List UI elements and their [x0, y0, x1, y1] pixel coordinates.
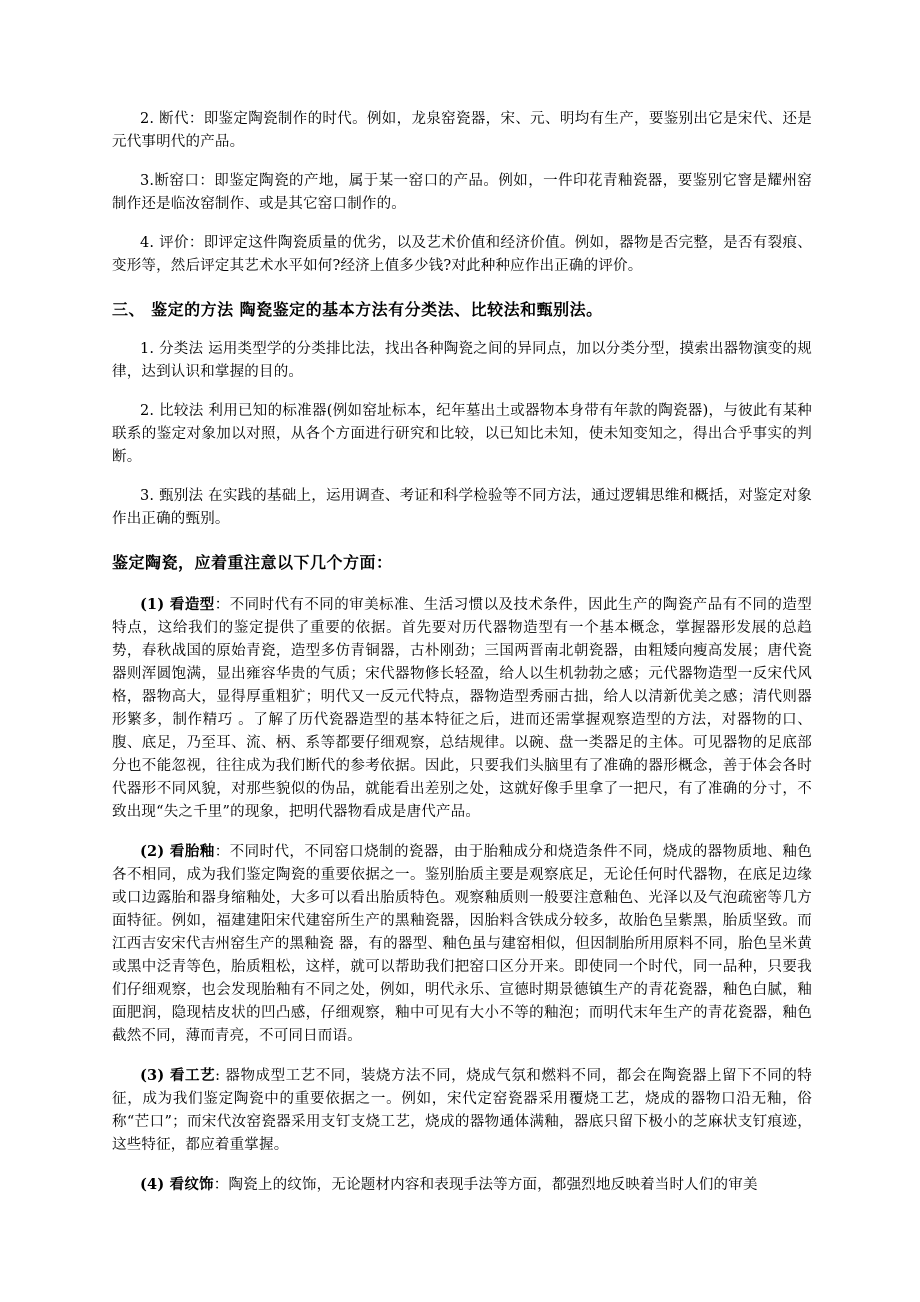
aspect-text: ：不同时代，不同窑口烧制的瓷器，由于胎釉成分和烧造条件不同，烧成的器物质地、釉色各不相同，成为我们鉴定陶瓷的重要依据之一。鉴别胎质主要是观察底足，无论任何时代器物，在底足边缘或口边露胎和器身缩釉处，大多可以看出胎质特色。观察釉质则一般要注意釉色、光泽以及气泡疏密等几方面特征。例如，福建建阳宋代建窑所生产的黑釉瓷器，因胎料含铁成分较多，故胎色呈紫黑，胎质坚致。而江西吉安宋代吉州窑生产的黑釉瓷 器，有的器型、釉色虽与建窑相似，但因制胎所用原料不同，胎色呈米黄或黑中泛青等色，胎质粗松，这样，就可以帮助我们把窑口区分开来。即使同一个时代，同一品种，只要我们仔细观察，也会发现胎釉有不同之处，例如，明代永乐、宣德时期景德镇生产的青花瓷器，釉色白腻，釉面肥润，隐现桔皮状的凹凸感，仔细观察，釉中可见有大小不等的釉泡；而明代末年生产的青花瓷器，釉色截然不同，薄而青亮，不可同日而语。 [112, 844, 812, 1044]
aspect-label: (2) 看胎釉 [140, 843, 215, 860]
paragraph-dating: 2. 断代：即鉴定陶瓷制作的时代。例如，龙泉窑瓷器，宋、元、明均有生产，要鉴别出它是宋代、还是元代事明代的产品。 [112, 111, 812, 150]
aspect-text: ：陶瓷上的纹饰，无论题材内容和表现手法等方面，都强烈地反映着当时人们的审美 [213, 1177, 758, 1193]
paragraph-classification-method: 1. 分类法 运用类型学的分类排比法，找出各种陶瓷之间的异同点，加以分类分型，摸索出器物演变的规律，达到认识和掌握的目的。 [112, 341, 812, 380]
paragraph-shape [112, 593, 812, 824]
aspect-text: : 器物成型工艺不同，装烧方法不同，烧成气氛和燃料不同，都会在陶瓷器上留下不同的特征，成为我们鉴定陶瓷中的重要依据之一。例如，宋代定窑瓷器采用覆烧工艺，烧成的器物口沿无釉，俗称“芒口”；而宋代汝窑瓷器采用支钉支烧工艺，烧成的器物通体满釉，器底只留下极小的芝麻状支钉痕迹，这些特征，都应着重掌握。 [112, 1068, 812, 1153]
aspect-label: (4) 看纹饰 [140, 1176, 214, 1193]
attention-heading: 鉴定陶瓷，应着重注意以下几个方面： [112, 553, 393, 572]
aspect-text: ：不同时代有不同的审美标准、生活习惯以及技术条件，因此生产的陶瓷产品有不同的造型特点，这给我们的鉴定提供了重要的依据。首先要对历代器物造型有一个基本概念，掌握器形发展的总趋势，春秋战国的原始青瓷，造型多仿青铜器，古朴刚劲；三国两晋南北朝瓷器，由粗矮向瘦高发展；唐代瓷器则浑圆饱满，显出雍容华贵的气质；宋代器物修长轻盈，给人以生机勃勃之感；元代器物造型一反宋代风格，器物高大，显得厚重粗犷；明代又一反元代特点，器物造型秀丽古拙，给人以清新优美之感；清代则器形繁多，制作精巧 。了解了历代瓷器造型的基本特征之后，进而还需掌握观察造型的方法，对器物的口、腹、底足，乃至耳、流、柄、系等都要仔细观察，总结规律。以碗、盘一类器足的主体。可见器物的足底部分也不能忽视，往往成为我们断代的参考依据。因此，只要我们头脑里有了准确的器形概念，善于体会各时代器形不同风貌，对那些貌似的伪品，就能看出差别之处，这就好像手里拿了一把尺，有了准确的分寸，不致出现“失之千里”的现象，把明代器物看成是唐代产品。 [112, 597, 812, 820]
paragraph-decoration [112, 1173, 812, 1197]
document-page [112, 108, 812, 1197]
aspect-label: (1) 看造型 [140, 596, 215, 613]
paragraph-craft [112, 1064, 812, 1157]
paragraph-body-glaze [112, 840, 812, 1048]
paragraph-discrimination-method: 3. 甄别法 在实践的基础上，运用调查、考证和科学检验等不同方法，通过逻辑思维和概括，对鉴定对象作出正确的甄别。 [112, 488, 812, 527]
paragraph-kiln: 3.断窑口：即鉴定陶瓷的产地，属于某一窑口的产品。例如，一件印花青釉瓷器，要鉴别它窨是耀州窑制作还是临汝窑制作、或是其它窑口制作的。 [112, 173, 812, 212]
section-heading-methods: 三、 鉴定的方法 陶瓷鉴定的基本方法有分类法、比较法和甄别法。 [112, 300, 603, 319]
aspect-label: (3) 看工艺 [140, 1067, 216, 1084]
paragraph-evaluation: 4. 评价：即评定这件陶瓷质量的优劣，以及艺术价值和经济价值。例如，器物是否完整，是否有裂痕、变形等，然后评定其艺术水平如何?经济上值多少钱?对此种种应作出正确的评价。 [112, 235, 812, 274]
paragraph-comparison-method: 2. 比较法 利用已知的标准器(例如窑址标本，纪年墓出土或器物本身带有年款的陶瓷器)，与彼此有某种联系的鉴定对象加以对照，从各个方面进行研究和比较，以已知比未知，使未知变知之，得出合乎事实的判断。 [112, 403, 812, 465]
